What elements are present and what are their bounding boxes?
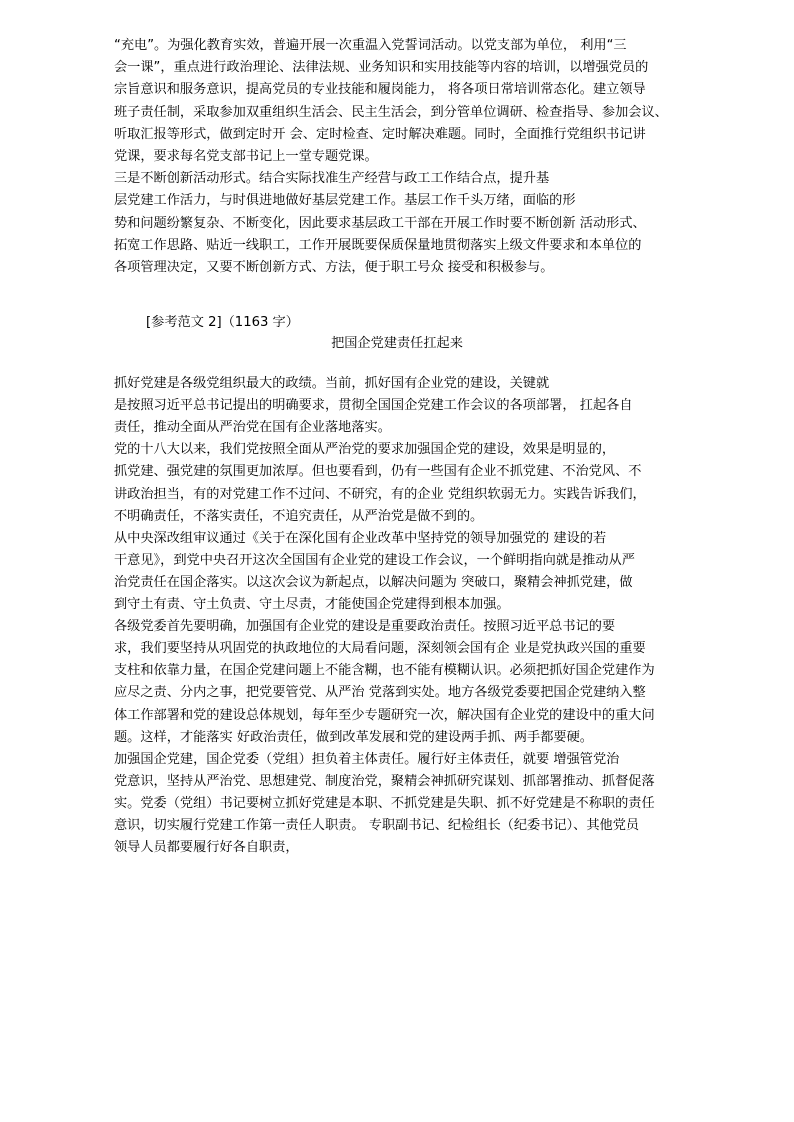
text-line: 拓宽工作思路、贴近一线职工，工作开展既要保质保量地贯彻落实上级文件要求和本单位的 xyxy=(114,237,642,253)
text-line: 抓好党建是各级党组织最大的政绩。当前，抓好国有企业党的建设，关键就 xyxy=(114,376,550,391)
text-line: 实。党委（党组）书记要树立抓好党建是本职、不抓党建是失职、抓不好党建是不称职的责任 xyxy=(114,795,655,811)
text-line: 应尽之责、分内之事，把党要管党、从严治 党落到实处。地方各级党委要把国企党建纳入整 xyxy=(114,685,646,701)
text-line: 干意见》，到党中央召开这次全国国有企业党的建设工作会议，一个鲜明指向就是推动从严 xyxy=(114,552,635,568)
text-line: 是按照习近平总书记提出的明确要求，贯彻全国国企党建工作会议的各项部署， 扛起各自 xyxy=(114,398,633,414)
text-line: 各项管理决定，又要不断创新方式、方法，便于职工号众 接受和积极参与。 xyxy=(114,260,554,275)
text-line: 党的十八大以来，我们党按照全面从严治党的要求加强国企党的建设，效果是明显的， xyxy=(114,442,616,458)
text-line: 党意识，坚持从严治党、思想建党、制度治党，聚精会神抓研究谋划、抓部署推动、抓督促落 xyxy=(114,773,655,789)
text-line: 宗旨意识和服务意识，提高党员的专业技能和履岗能力， 将各项日常培训常态化。建立领导 xyxy=(114,82,646,98)
text-line: 到守土有责、守土负责、守土尽责，才能使国企党建得到根本加强。 xyxy=(114,597,510,612)
text-line: 加强国企党建，国企党委（党组）担负着主体责任。履行好主体责任，就要 增强管党治 xyxy=(114,751,620,767)
text-line: 支柱和依靠力量，在国企党建问题上不能含糊，也不能有模糊认识。必须把抓好国企党建作为 xyxy=(114,663,655,679)
text-line: 抓党建、强党建的氛围更加浓厚。但也要看到，仍有一些国有企业不抓党建、不治党风、不 xyxy=(114,464,642,480)
text-line: “充电”。为强化教育实效，普遍开展一次重温入党誓词活动。以党支部为单位， 利用“三 xyxy=(114,38,627,53)
text-line: 三是不断创新活动形式。结合实际找准生产经营与政工工作结合点，提升基 xyxy=(114,171,550,187)
text-line: 听取汇报等形式，做到定时开 会、定时检查、定时解决难题。同时，全面推行党组织书记讲 xyxy=(114,126,646,142)
text-line: 体工作部署和党的建设总体规划，每年至少专题研究一次，解决国有企业党的建设中的重大问 xyxy=(114,707,655,723)
text-line: 讲政治担当，有的对党建工作不过问、不研究，有的企业 党组织软弱无力。实践告诉我们， xyxy=(114,486,646,502)
text-line: 班子责任制，采取参加双重组织生活会、民主生活会，到分管单位调研、检查指导、参加会议、 xyxy=(114,104,668,120)
text-line: 求，我们要坚持从巩固党的执政地位的大局看问题，深刻领会国有企 业是党执政兴国的重要 xyxy=(114,641,646,657)
article-title: 把国企党建责任扛起来 xyxy=(331,336,463,351)
text-line: 意识，切实履行党建工作第一责任人职责。 专职副书记、纪检组长（纪委书记）、其他党员 xyxy=(114,818,640,833)
reference-label: [参考范文 2]（1163 字） xyxy=(146,315,299,330)
text-line: 从中央深改组审议通过《关于在深化国有企业改革中坚持党的领导加强党的 建设的若 xyxy=(114,530,607,546)
text-line: 治党责任在国企落实。以这次会议为新起点，以解决问题为 突破口，聚精会神抓党建，做 xyxy=(114,574,633,590)
text-line: 领导人员都要履行好各自职责， xyxy=(114,840,299,856)
text-line: 层党建工作活力，与时俱进地做好基层党建工作。基层工作千头万绪，面临的形 xyxy=(114,193,576,209)
text-line: 势和问题纷繁复杂、不断变化，因此要求基层政工干部在开展工作时要不断创新 活动形式、 xyxy=(114,215,646,231)
text-line: 题。这样，才能落实 好政治责任，做到改革发展和党的建设两手抓、两手都要硬。 xyxy=(114,729,593,745)
text-line: 不明确责任，不落实责任，不追究责任，从严治党是做不到的。 xyxy=(114,508,484,524)
text-line: 会一课”，重点进行政治理论、法律法规、业务知识和实用技能等内容的培训，以增强党员的 xyxy=(114,60,649,76)
text-line: 各级党委首先要明确，加强国有企业党的建设是重要政治责任。按照习近平总书记的要 xyxy=(114,619,616,635)
text-line: 责任，推动全面从严治党在国有企业落地落实。 xyxy=(114,420,391,436)
text-line: 党课，要求每名党支部书记上一堂专题党课。 xyxy=(114,149,378,164)
